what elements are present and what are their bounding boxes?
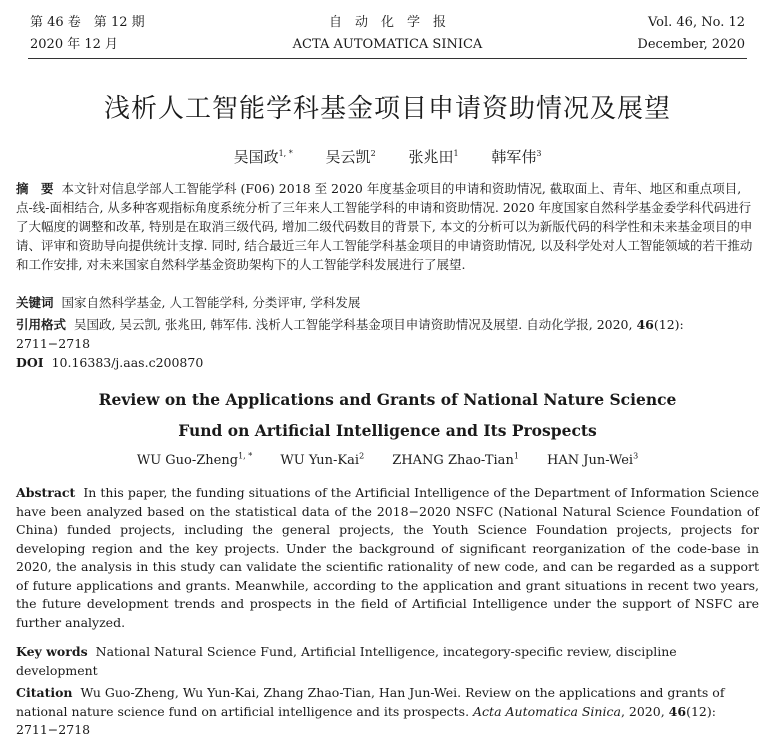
keywords-en (16, 643, 759, 680)
date-cn: 2020 年 12 月 (30, 37, 119, 52)
author-cn: 张兆田$^1$ (408, 148, 459, 166)
abstract-en-text: In this paper, the funding situations of the Artificial Intelligence of the Department of Information Science have been analyzed based on the statistical data of the 2018−2020 NSFC (National Natural Science Foundation of China) funded projects, including the general projects, the Youth Science Foundation projects, projects for developing region and the key projects. Under the background of significant reorganization of the code-base in 2020, the analysis in this study can validate the scientific rationality of new code, and can be regarded as a support of future applications and grants. Meanwhile, according to the application and grant situations in recent two years, the future development trends and prospects in the field of Artificial Intelligence under the support of NSFC are further analyzed. (16, 485, 759, 630)
abstract-cn-text: 本文针对信息学部人工智能学科 (F06) 2018 至 2020 年度基金项目的申请和资助情况, 截取面上、青年、地区和重点项目, 点-线-面相结合, 从多种客观指标角度系统分析了三年来人工智能学科的申请和资助情况. 2020 年度国家自然科学基金委学科代码进行了大幅度的调整和改革, 特别是在取消三级代码, 增加二级代码数目的背景下, 本文的分析可以为新版代码的科学性和未来基金项目的申请、评审和资助导向提供统计支撑. 同时, 结合最近三年人工智能学科基金项目的申请资助情况, 以及科学处对人工智能领域的若干推动和工作安排, 对未来国家自然科学基金资助架构下的人工智能学科发展进行了展望. (16, 181, 753, 272)
author-en: WU Guo-Zheng$^{1, *}$ (136, 452, 253, 469)
author-cn: 吴国政$^{1, *}$ (233, 148, 293, 166)
abstract-cn (16, 179, 759, 274)
date-en: December, 2020 (637, 37, 745, 52)
citation-en: Citation Wu Guo-Zheng, Wu Yun-Kai, Zhang Zhao-Tian, Han Jun-Wei. Review on the applications and grants of national nature science fund on artificial intelligence and its prospects. Acta Automatica Sinica, 2020, 46(12): 2711−2718 (16, 685, 725, 737)
author-cn: 韩军伟$^3$ (491, 148, 542, 166)
citation-en-label: Citation (16, 685, 73, 700)
keywords-cn (16, 293, 759, 312)
citation-cn: 引用格式 吴国政, 吴云凯, 张兆田, 韩军伟. 浅析人工智能学科基金项目申请资助情况及展望. 自动化学报, 2020, 46(12): 2711−2718 (16, 317, 684, 351)
header-right (637, 12, 745, 56)
journal-cn: 自 动 化 学 报 (328, 15, 446, 30)
doi-link[interactable]: 10.16383/j.aas.c200870 (51, 355, 204, 370)
volume-en: Vol. 46, No. 12 (647, 15, 745, 30)
volume-cn: 第 46 卷 第 12 期 (30, 15, 145, 30)
abstract-cn-label: 摘 要 (16, 181, 54, 196)
abstract-en-label: Abstract (16, 485, 76, 500)
header-divider (28, 58, 747, 59)
authors-cn (0, 146, 775, 167)
title-en: Review on the Applications and Grants of National Nature Science Fund on Artificial Intelligence and Its Prospects (98, 390, 677, 440)
citation-cn-label: 引用格式 (16, 317, 67, 332)
keywords-cn-label: 关键词 (16, 295, 54, 310)
author-en: HAN Jun-Wei$^3$ (547, 452, 639, 469)
author-cn: 吴云凯$^2$ (325, 148, 376, 166)
abstract-en (16, 484, 759, 632)
keywords-en-label: Key words (16, 644, 88, 659)
doi (16, 353, 759, 372)
authors-en (0, 452, 775, 468)
author-en: ZHANG Zhao-Tian$^1$ (392, 452, 519, 469)
keywords-cn-text: 国家自然科学基金, 人工智能学科, 分类评审, 学科发展 (61, 295, 361, 310)
doi-label: DOI (16, 355, 44, 370)
author-en: WU Yun-Kai$^2$ (280, 452, 365, 469)
keywords-en-text: National Natural Science Fund, Artificial Intelligence, incategory-specific review, discipline development (16, 644, 677, 678)
journal-en: ACTA AUTOMATICA SINICA (292, 37, 483, 52)
title-cn: 浅析人工智能学科基金项目申请资助情况及展望 (103, 94, 671, 124)
